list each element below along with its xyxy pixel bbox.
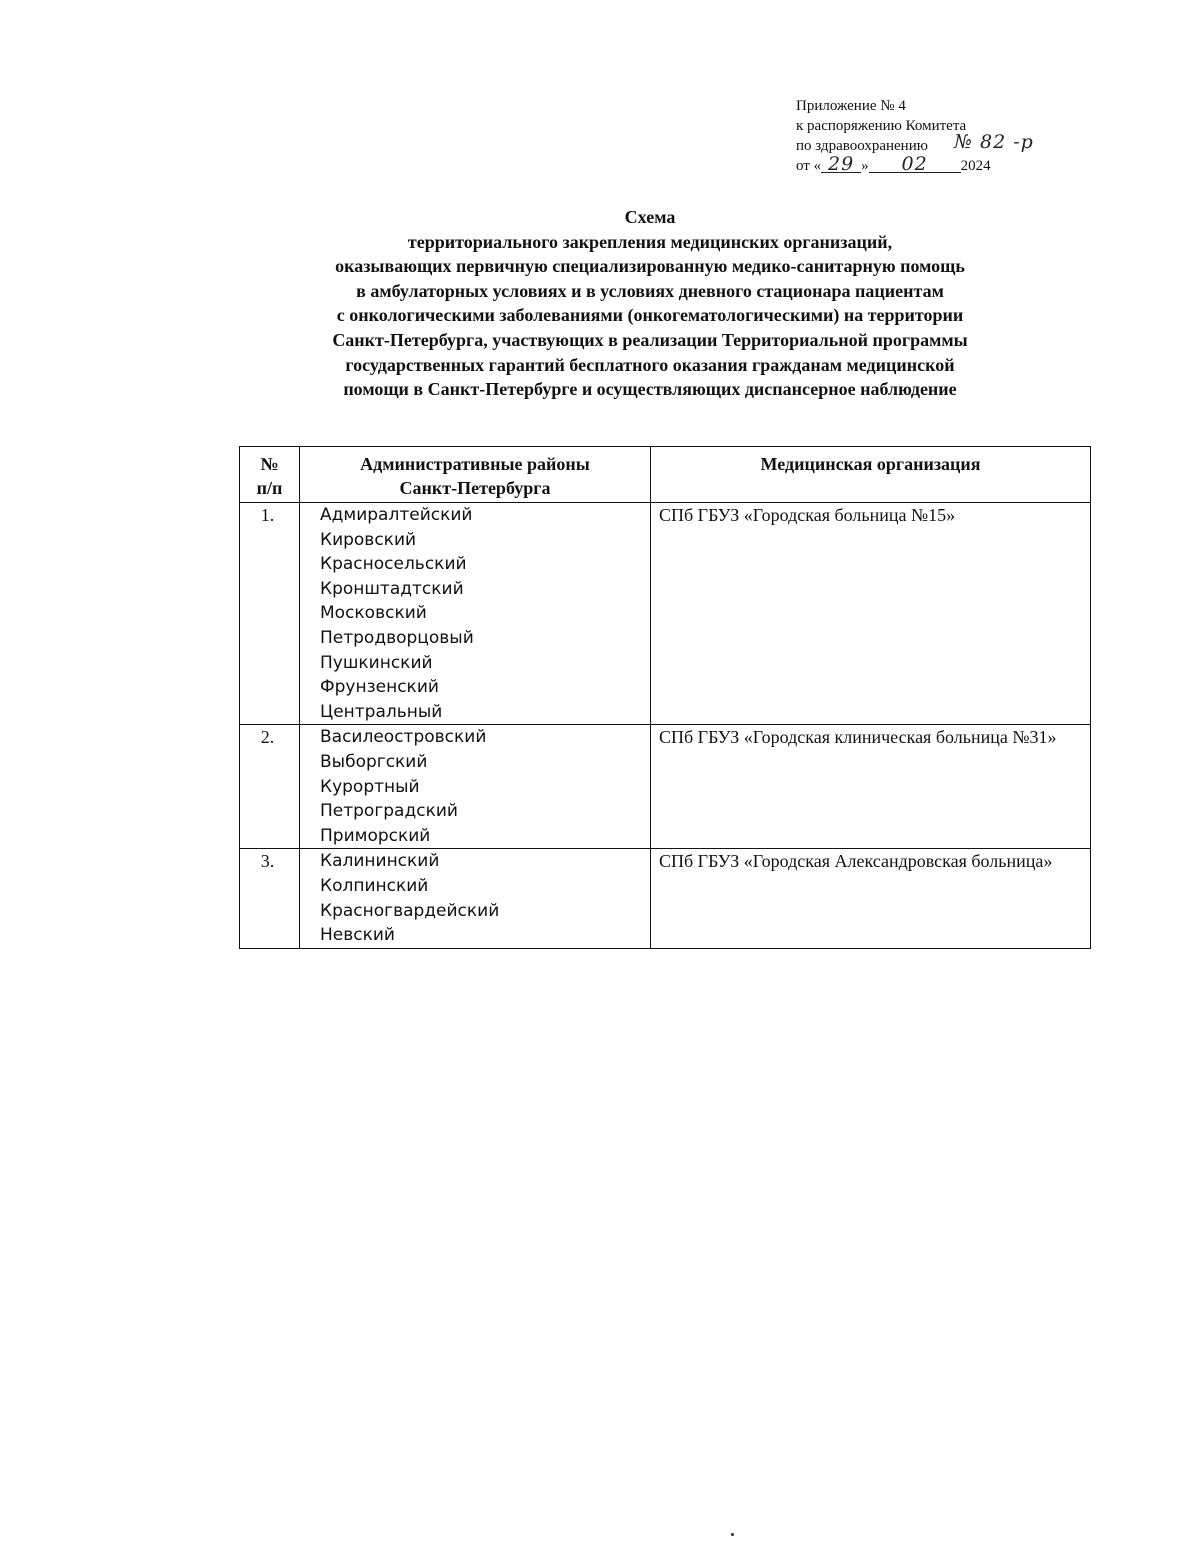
district-item: Пушкинский (320, 652, 433, 673)
district-item: Фрунзенский (320, 677, 439, 698)
title-subtitle: территориального закрепления медицинских организаций, оказывающих первичную специализированную медико-санитарную помощь в амбулаторных условиях и в условиях дневного стационара пациентам с онкологическими заболеваниями (онкогематологическими) на территории Санкт-Петербурга, участвующих в реализации Территориальной программы государственных гарантий бесплатного оказания гражданам медицинской помощи в Санкт-Петербурге и осуществляющих диспансерное наблюдение (332, 231, 968, 400)
district-item: Центральный (320, 701, 443, 722)
district-item: Красносельский (320, 554, 467, 575)
district-item: Кронштадтский (320, 578, 464, 599)
district-item: Василеостровский (320, 727, 487, 748)
date-month-handwritten: 02 (869, 156, 961, 173)
row-organization: СПб ГБУЗ «Городская клиническая больница №31» (651, 725, 1091, 849)
date-year: 2024 (960, 158, 991, 174)
date-mid: » (861, 158, 869, 174)
table-row (240, 503, 1091, 725)
header-districts-line1: Административные районы (360, 454, 590, 474)
appendix-date (796, 153, 1056, 176)
table-row (240, 849, 1091, 948)
appendix-committee-label: по здравоохранению (796, 138, 928, 154)
assignment-table (239, 446, 1091, 949)
row-districts (300, 503, 651, 725)
header-districts (300, 447, 651, 503)
appendix-order-ref: к распоряжению Комитета (796, 118, 967, 134)
district-item: Красногвардейский (320, 900, 500, 921)
row-districts (300, 849, 651, 948)
date-day-handwritten: 29 (821, 156, 861, 173)
district-item: Курортный (320, 776, 420, 797)
district-item: Петродворцовый (320, 627, 474, 648)
table-row (240, 725, 1091, 849)
appendix-number: Приложение № 4 (796, 98, 906, 114)
order-number-handwritten: № 82 -р (954, 131, 1034, 153)
header-num (240, 447, 300, 503)
row-districts (300, 725, 651, 849)
row-number: 1. (240, 503, 300, 725)
row-number: 2. (240, 725, 300, 849)
header-districts-line2: Санкт-Петербурга (399, 478, 551, 498)
header-num-line2: п/п (256, 478, 283, 498)
header-num-line1: № (260, 454, 279, 474)
scan-speck (731, 1533, 734, 1536)
document-title (150, 205, 1150, 402)
district-item: Кировский (320, 529, 417, 550)
row-number: 3. (240, 849, 300, 948)
table-header-row (240, 447, 1091, 503)
district-item: Московский (320, 603, 427, 624)
district-item: Колпинский (320, 875, 429, 896)
row-organization: СПб ГБУЗ «Городская больница №15» (651, 503, 1091, 725)
district-item: Адмиралтейский (320, 505, 473, 525)
date-prefix: от « (796, 158, 822, 174)
district-item: Невский (320, 925, 395, 946)
district-item: Калининский (320, 851, 440, 872)
title-heading: Схема (624, 207, 676, 227)
header-org: Медицинская организация (651, 447, 1091, 503)
district-item: Петроградский (320, 801, 458, 822)
district-item: Выборгский (320, 751, 428, 772)
row-organization: СПб ГБУЗ «Городская Александровская больница» (651, 849, 1091, 948)
appendix-stamp (796, 96, 1056, 176)
district-item: Приморский (320, 825, 431, 846)
